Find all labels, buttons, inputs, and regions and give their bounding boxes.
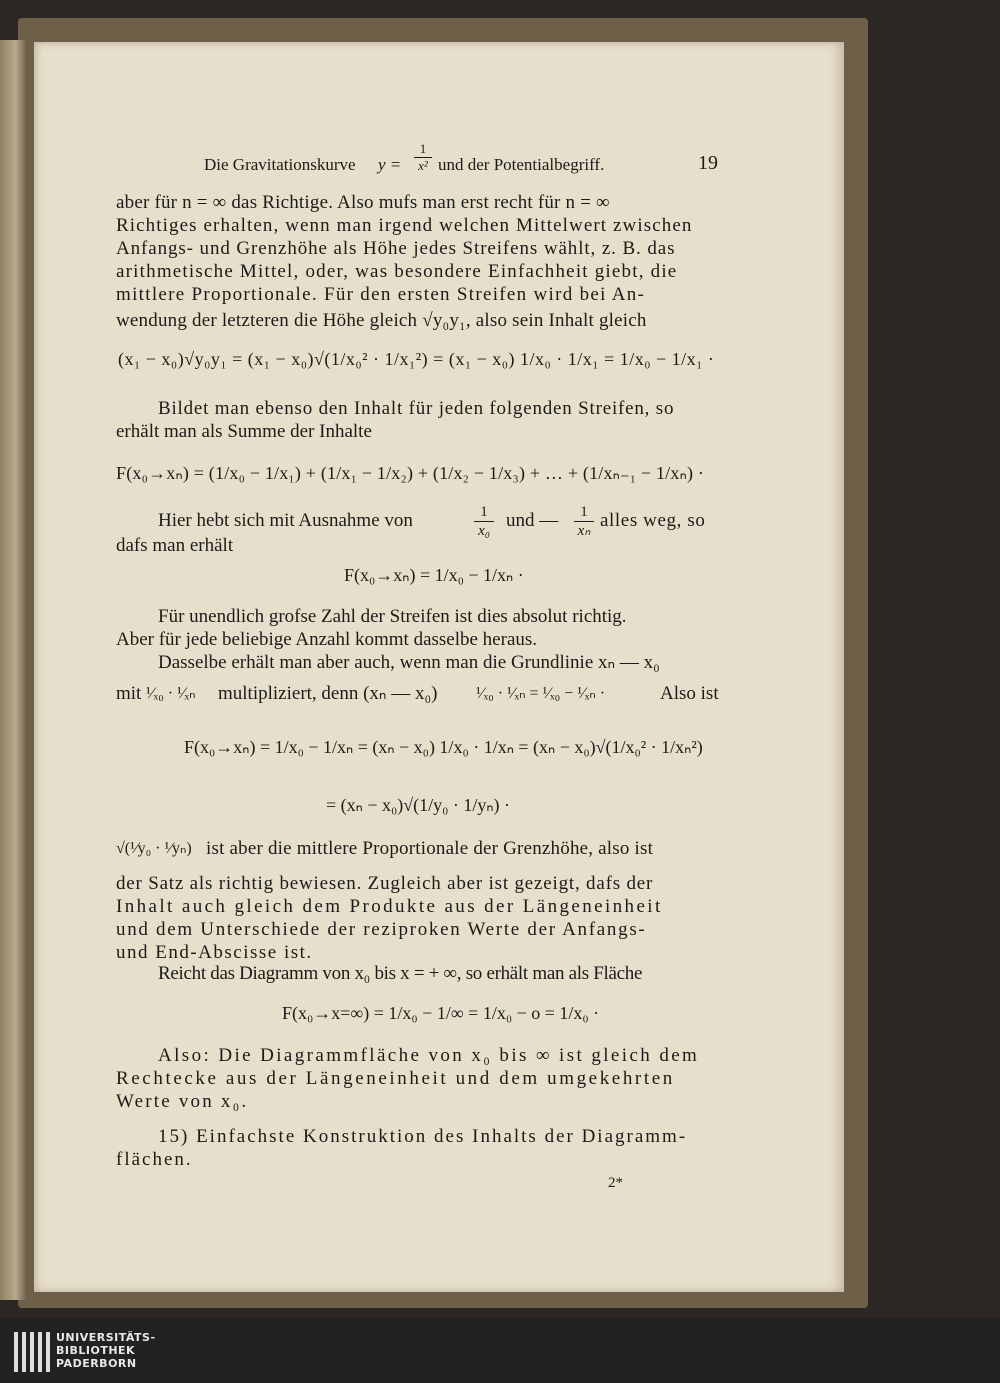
logo-line3: PADERBORN	[56, 1357, 137, 1370]
equation-2: F(x₀→xₙ) = (1/x₀ − 1/x₁) + (1/x₁ − 1/x₂) + (1/x₂ − 1/x₃) + … + (1/xₙ₋₁ − 1/xₙ) ·	[116, 463, 705, 483]
para3-line2: dafs man erhält	[116, 535, 234, 556]
para1-line4: arithmetische Mittel, oder, was besondere Einfachheit giebt, die	[116, 261, 678, 282]
running-title-left: Die Gravitationskurve	[204, 155, 356, 174]
para5-line4: und dem Unterschiede der reziproken Werte der Anfangs-	[116, 919, 647, 940]
logo-line2: BIBLIOTHEK	[56, 1344, 136, 1357]
fraction-denominator: x²	[418, 158, 428, 173]
equation-4b: = (xₙ − x₀)√(1/y₀ · 1/yₙ) ·	[326, 795, 511, 815]
equation-1: (x₁ − x₀)√y₀y₁ = (x₁ − x₀)√(1/x₀² · 1/x₁²) = (x₁ − x₀) 1/x₀ · 1/x₁ = 1/x₀ − 1/x₁ ·	[118, 349, 715, 369]
para1-line2: Richtiges erhalten, wenn man irgend welchen Mittelwert zwischen	[116, 215, 693, 236]
para4-inline-fractions: ¹⁄ₓ₀ · ¹⁄ₓₙ	[146, 685, 196, 702]
section-heading-line2: flächen.	[116, 1149, 193, 1170]
logo-line1: UNIVERSITÄTS-	[56, 1331, 156, 1344]
fraction-1-over-xn: 1 xₙ	[574, 504, 594, 539]
section-heading-line1: 15) Einfachste Konstruktion des Inhalts der Diagramm-	[158, 1126, 688, 1147]
fraction-1-over-x0: 1 x₀	[474, 504, 494, 539]
equation-5: F(x₀→x=∞) = 1/x₀ − 1/∞ = 1/x₀ − o = 1/x₀ ·	[282, 1003, 600, 1023]
para5-line3: Inhalt auch gleich dem Produkte aus der Längeneinheit	[116, 896, 663, 917]
para3-line1b: und —	[506, 510, 559, 531]
running-title-fraction	[414, 142, 432, 173]
para5-line2: der Satz als richtig bewiesen. Zugleich aber ist gezeigt, dafs der	[116, 873, 654, 894]
para4-line2: Aber für jede beliebige Anzahl kommt dasselbe heraus.	[116, 629, 538, 650]
signature-mark: 2*	[608, 1175, 623, 1191]
para2-line2: erhält man als Summe der Inhalte	[116, 421, 372, 442]
para1-line6: wendung der letzteren die Höhe gleich √y₀y₁, also sein Inhalt gleich	[116, 310, 647, 331]
para3-line1c: alles weg, so	[600, 510, 706, 531]
para4-line4b: multipliziert, denn (xₙ — x₀)	[218, 683, 438, 704]
left-page-edge	[0, 40, 26, 1300]
para4-line1: Für unendlich grofse Zahl der Streifen ist dies absolut richtig.	[158, 606, 627, 627]
equation-4a: F(x₀→xₙ) = 1/x₀ − 1/xₙ = (xₙ − x₀) 1/x₀ · 1/xₙ = (xₙ − x₀)√(1/x₀² · 1/xₙ²)	[184, 737, 703, 757]
para6-line3: Werte von x₀.	[116, 1091, 249, 1112]
page-number: 19	[698, 152, 718, 174]
para1-line3: Anfangs- und Grenzhöhe als Höhe jedes Streifens wählt, z. B. das	[116, 238, 676, 259]
fraction-numerator: 1	[419, 141, 427, 156]
para5-line5: und End-Abscisse ist.	[116, 942, 313, 963]
book-page	[34, 42, 844, 1292]
para4-line4a: mit	[116, 683, 142, 704]
para5-sqrt-term: √(¹⁄y₀ · ¹⁄yₙ)	[116, 840, 192, 857]
library-logo-icon	[14, 1332, 50, 1372]
para2-line1: Bildet man ebenso den Inhalt für jeden folgenden Streifen, so	[158, 398, 675, 419]
para5-line1: ist aber die mittlere Proportionale der Grenzhöhe, also ist	[206, 838, 654, 859]
running-title-eq: y =	[378, 155, 402, 174]
footer-bar	[0, 1318, 1000, 1383]
equation-3: F(x₀→xₙ) = 1/x₀ − 1/xₙ ·	[344, 565, 524, 585]
para1-line1: aber für n = ∞ das Richtige. Also mufs man erst recht für n = ∞	[116, 192, 610, 213]
para1-line5: mittlere Proportionale. Für den ersten Streifen wird bei An-	[116, 284, 646, 305]
para4-line3: Dasselbe erhält man aber auch, wenn man die Grundlinie xₙ — x₀	[158, 652, 660, 673]
para5-line6: Reicht das Diagramm von x₀ bis x = + ∞, so erhält man als Fläche	[158, 963, 643, 984]
para4-line4c: Also ist	[660, 683, 719, 704]
para6-line1: Also: Die Diagrammfläche von x₀ bis ∞ ist gleich dem	[158, 1045, 700, 1066]
para4-inline-equation: ¹⁄ₓ₀ · ¹⁄ₓₙ = ¹⁄ₓ₀ − ¹⁄ₓₙ ·	[476, 685, 606, 702]
running-title-right: und der Potentialbegriff.	[438, 155, 605, 174]
para3-line1a: Hier hebt sich mit Ausnahme von	[158, 510, 413, 531]
para6-line2: Rechtecke aus der Längeneinheit und dem umgekehrten	[116, 1068, 675, 1089]
